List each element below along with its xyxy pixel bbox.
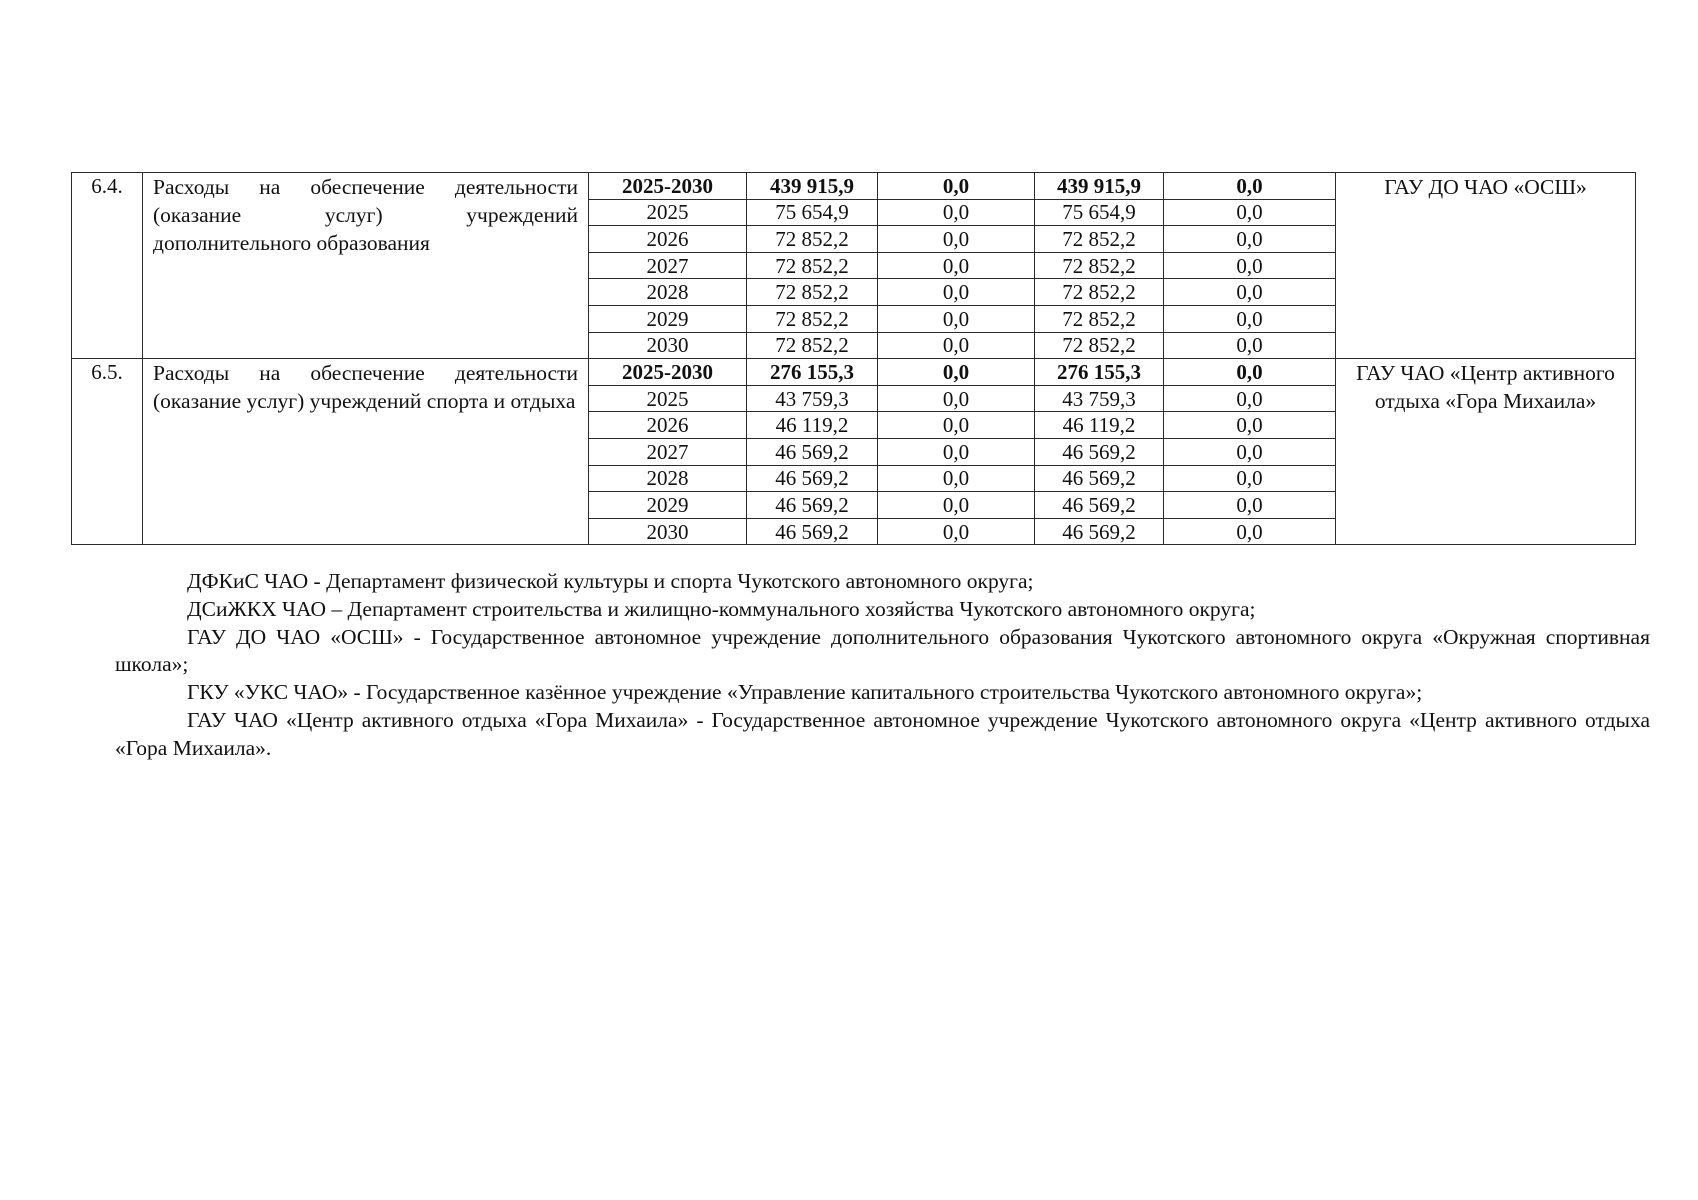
regional-cell: 46 569,2 [1035, 492, 1164, 519]
regional-cell: 46 569,2 [1035, 438, 1164, 465]
total-cell: 46 569,2 [747, 465, 878, 492]
period-cell: 2029 [589, 305, 747, 332]
federal-cell: 0,0 [878, 359, 1035, 386]
other-cell: 0,0 [1164, 252, 1336, 279]
note-paragraph: ГАУ ДО ЧАО «ОСШ» - Государственное автономное учреждение дополнительного образования Чукотского автономного округа «Окружная спортивная школа»; [115, 624, 1650, 677]
total-cell: 72 852,2 [747, 305, 878, 332]
period-cell: 2025-2030 [589, 173, 747, 200]
other-cell: 0,0 [1164, 412, 1336, 439]
regional-cell: 276 155,3 [1035, 359, 1164, 386]
other-cell: 0,0 [1164, 385, 1336, 412]
note-paragraph: ГАУ ЧАО «Центр активного отдыха «Гора Михаила» - Государственное автономное учреждение Чукотского автономного округа «Центр активного отдыха «Гора Михаила». [115, 707, 1650, 760]
federal-cell: 0,0 [878, 305, 1035, 332]
period-cell: 2030 [589, 332, 747, 359]
federal-cell: 0,0 [878, 199, 1035, 226]
description-cell: Расходы на обеспечение деятельности (оказание услуг) учреждений дополнительного образования [143, 173, 589, 359]
period-cell: 2027 [589, 438, 747, 465]
executor-cell: ГАУ ДО ЧАО «ОСШ» [1336, 173, 1636, 359]
period-cell: 2028 [589, 465, 747, 492]
regional-cell: 439 915,9 [1035, 173, 1164, 200]
regional-cell: 46 569,2 [1035, 465, 1164, 492]
total-cell: 46 569,2 [747, 492, 878, 519]
total-cell: 46 119,2 [747, 412, 878, 439]
other-cell: 0,0 [1164, 173, 1336, 200]
regional-cell: 46 569,2 [1035, 518, 1164, 545]
period-cell: 2026 [589, 412, 747, 439]
other-cell: 0,0 [1164, 359, 1336, 386]
other-cell: 0,0 [1164, 226, 1336, 253]
other-cell: 0,0 [1164, 465, 1336, 492]
row-number-cell: 6.5. [72, 359, 143, 545]
federal-cell: 0,0 [878, 412, 1035, 439]
total-cell: 72 852,2 [747, 252, 878, 279]
federal-cell: 0,0 [878, 332, 1035, 359]
other-cell: 0,0 [1164, 199, 1336, 226]
total-cell: 439 915,9 [747, 173, 878, 200]
total-cell: 72 852,2 [747, 279, 878, 306]
other-cell: 0,0 [1164, 305, 1336, 332]
regional-cell: 75 654,9 [1035, 199, 1164, 226]
federal-cell: 0,0 [878, 226, 1035, 253]
total-cell: 72 852,2 [747, 226, 878, 253]
federal-cell: 0,0 [878, 438, 1035, 465]
table-row [72, 359, 1636, 386]
total-cell: 46 569,2 [747, 518, 878, 545]
federal-cell: 0,0 [878, 173, 1035, 200]
period-cell: 2029 [589, 492, 747, 519]
federal-cell: 0,0 [878, 492, 1035, 519]
regional-cell: 72 852,2 [1035, 252, 1164, 279]
executor-cell: ГАУ ЧАО «Центр активного отдыха «Гора Михаила» [1336, 359, 1636, 545]
regional-cell: 72 852,2 [1035, 332, 1164, 359]
regional-cell: 72 852,2 [1035, 226, 1164, 253]
note-paragraph: ДСиЖКХ ЧАО – Департамент строительства и жилищно-коммунального хозяйства Чукотского автономного округа; [187, 596, 1256, 621]
table-row [72, 173, 1636, 200]
total-cell: 46 569,2 [747, 438, 878, 465]
period-cell: 2028 [589, 279, 747, 306]
other-cell: 0,0 [1164, 332, 1336, 359]
regional-cell: 46 119,2 [1035, 412, 1164, 439]
regional-cell: 72 852,2 [1035, 305, 1164, 332]
row-number-cell: 6.4. [72, 173, 143, 359]
federal-cell: 0,0 [878, 465, 1035, 492]
federal-cell: 0,0 [878, 385, 1035, 412]
total-cell: 276 155,3 [747, 359, 878, 386]
period-cell: 2025 [589, 199, 747, 226]
abbreviation-notes [115, 568, 1650, 763]
federal-cell: 0,0 [878, 252, 1035, 279]
other-cell: 0,0 [1164, 279, 1336, 306]
budget-table [71, 172, 1636, 545]
period-cell: 2027 [589, 252, 747, 279]
period-cell: 2025 [589, 385, 747, 412]
other-cell: 0,0 [1164, 518, 1336, 545]
federal-cell: 0,0 [878, 279, 1035, 306]
other-cell: 0,0 [1164, 492, 1336, 519]
note-paragraph: ГКУ «УКС ЧАО» - Государственное казённое учреждение «Управление капитального строительства Чукотского автономного округа»; [187, 680, 1423, 705]
total-cell: 43 759,3 [747, 385, 878, 412]
description-cell: Расходы на обеспечение деятельности (оказание услуг) учреждений спорта и отдыха [143, 359, 589, 545]
other-cell: 0,0 [1164, 438, 1336, 465]
budget-table-body [72, 173, 1636, 545]
note-paragraph: ДФКиС ЧАО - Департамент физической культуры и спорта Чукотского автономного округа; [187, 569, 1034, 593]
period-cell: 2025-2030 [589, 359, 747, 386]
regional-cell: 72 852,2 [1035, 279, 1164, 306]
regional-cell: 43 759,3 [1035, 385, 1164, 412]
total-cell: 75 654,9 [747, 199, 878, 226]
period-cell: 2030 [589, 518, 747, 545]
federal-cell: 0,0 [878, 518, 1035, 545]
period-cell: 2026 [589, 226, 747, 253]
total-cell: 72 852,2 [747, 332, 878, 359]
